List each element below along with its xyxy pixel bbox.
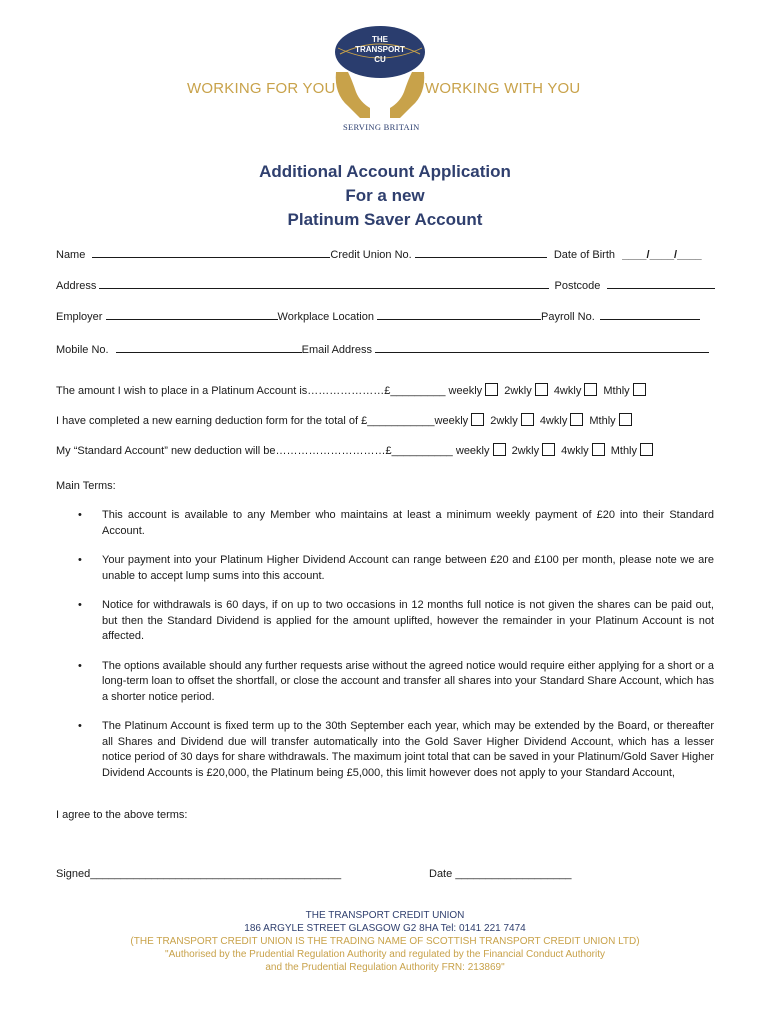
title-line-1: Additional Account Application xyxy=(259,162,511,181)
amount-row-text: My “Standard Account” new deduction will be…………………………£ xyxy=(56,445,392,457)
dob-field[interactable]: ____/____/____ xyxy=(622,249,702,261)
employer-label: Employer xyxy=(56,311,103,323)
form-title xyxy=(0,160,770,232)
mthly-label: Mthly xyxy=(589,415,616,427)
payroll-field[interactable] xyxy=(600,309,700,320)
amount-row-text: The amount I wish to place in a Platinum Account is…………………£ xyxy=(56,385,391,397)
cu-no-field[interactable] xyxy=(415,247,547,258)
title-line-3: Platinum Saver Account xyxy=(287,210,483,229)
name-field[interactable] xyxy=(92,247,330,258)
weekly-label: weekly xyxy=(434,415,469,427)
mthly-label: Mthly xyxy=(610,445,637,457)
4wkly-label: 4wkly xyxy=(553,385,582,397)
term-text: This account is available to any Member who maintains at least a minimum weekly payment of £20 into their Standard Account. xyxy=(102,509,714,537)
4wkly-label: 4wkly xyxy=(539,415,568,427)
footer-regulation-1: "Authorised by the Prudential Regulation Authority and regulated by the Financial Conduct Authority xyxy=(165,949,605,960)
row-address xyxy=(56,278,714,292)
4wkly-checkbox[interactable] xyxy=(592,443,605,456)
mobile-field[interactable] xyxy=(116,342,302,353)
date-label: Date xyxy=(429,868,453,880)
logo-serving-britain: SERVING BRITAIN xyxy=(343,122,420,132)
weekly-checkbox[interactable] xyxy=(493,443,506,456)
mthly-checkbox[interactable] xyxy=(640,443,653,456)
mthly-checkbox[interactable] xyxy=(619,413,632,426)
term-text: Your payment into your Platinum Higher Dividend Account can range between £20 and £100 per month, please note we are unable to accept lump sums into this account. xyxy=(102,554,714,582)
payroll-label: Payroll No. xyxy=(541,311,595,323)
tagline-right: WORKING WITH YOU xyxy=(425,80,581,97)
footer-org-name: THE TRANSPORT CREDIT UNION xyxy=(305,910,465,921)
workplace-field[interactable] xyxy=(377,309,541,320)
row-employer xyxy=(56,309,714,323)
signature-row xyxy=(56,868,341,880)
amount-field[interactable]: ___________ xyxy=(367,415,435,427)
2wkly-label: 2wkly xyxy=(511,445,540,457)
address-label: Address xyxy=(56,280,97,292)
term-text: The options available should any further requests arise without the agreed notice would require either applying for a short or a long-term loan to offset the shortfall, or close the account and transfer all shares into your Standard Share Account, which has a shorter notice period. xyxy=(102,659,714,703)
footer-regulation-2: and the Prudential Regulation Authority FRN: 213869" xyxy=(265,962,505,973)
term-text: Notice for withdrawals is 60 days, if on up to two occasions in 12 months full notice is not given the shares can be paid out, but then the Standard Dividend is applied for the amount uplifted, however the remainder in your Platinum Account is not affected. xyxy=(102,599,714,642)
employer-field[interactable] xyxy=(106,309,278,320)
email-field[interactable] xyxy=(375,342,709,353)
weekly-label: weekly xyxy=(455,445,490,457)
signature-field[interactable]: _________________________________________ xyxy=(90,868,342,880)
footer-trading-name: (THE TRANSPORT CREDIT UNION IS THE TRADING NAME OF SCOTTISH TRANSPORT CREDIT UNION LTD) xyxy=(130,936,640,947)
amount-field[interactable]: __________ xyxy=(391,445,453,457)
agree-statement: I agree to the above terms: xyxy=(56,809,188,821)
weekly-label: weekly xyxy=(448,385,483,397)
date-row xyxy=(429,868,572,880)
term-item xyxy=(56,508,714,539)
address-field[interactable] xyxy=(99,278,549,289)
footer-address: 186 ARGYLE STREET GLASGOW G2 8HA Tel: 0141 221 7474 xyxy=(244,923,526,934)
mobile-label: Mobile No. xyxy=(56,344,109,356)
mthly-label: Mthly xyxy=(603,385,630,397)
bullet-icon: • xyxy=(78,599,82,611)
term-text: The Platinum Account is fixed term up to the 30th September each year, which may be extended by the Board, or thereafter all Shares and Dividend due will transfer automatically into the Gold Saver Higher Dividend Account, which has a lesser notice period of 30 days for share withdrawals. The maximum joint total that can be saved in your Platinum/Gold Saver Higher Dividend Accounts is £20,000, the Platinum being £5,000, this limit however does not apply to your Standard Account, xyxy=(102,720,714,779)
terms-list xyxy=(56,508,714,795)
signed-label: Signed xyxy=(56,868,91,880)
logo-text-3: CU xyxy=(374,55,386,64)
term-item xyxy=(56,659,714,706)
date-field[interactable]: ___________________ xyxy=(455,868,572,880)
4wkly-checkbox[interactable] xyxy=(570,413,583,426)
2wkly-checkbox[interactable] xyxy=(521,413,534,426)
row-contact xyxy=(56,342,714,356)
credit-union-logo xyxy=(330,24,430,134)
postcode-field[interactable] xyxy=(607,278,715,289)
4wkly-label: 4wkly xyxy=(561,445,589,457)
amount-row-platinum xyxy=(56,383,714,397)
2wkly-label: 2wkly xyxy=(490,415,518,427)
amount-row-deduction xyxy=(56,413,714,427)
bullet-icon: • xyxy=(78,554,82,566)
left-hand-icon xyxy=(336,72,370,118)
letterhead xyxy=(0,0,770,150)
2wkly-checkbox[interactable] xyxy=(542,443,555,456)
term-item xyxy=(56,719,714,781)
row-name xyxy=(56,247,714,261)
bullet-icon: • xyxy=(78,509,82,521)
term-item xyxy=(56,598,714,645)
term-item xyxy=(56,553,714,584)
logo-text-2: TRANSPORT xyxy=(355,45,405,54)
weekly-checkbox[interactable] xyxy=(485,383,498,396)
amount-row-text: I have completed a new earning deduction form for the total of £ xyxy=(56,415,368,427)
workplace-label: Workplace Location xyxy=(277,311,374,323)
title-line-2: For a new xyxy=(345,186,425,205)
dob-label: Date of Birth xyxy=(553,249,615,261)
terms-heading: Main Terms: xyxy=(56,480,116,492)
email-label: Email Address xyxy=(301,344,372,356)
amount-field[interactable]: _________ xyxy=(390,385,446,397)
footer xyxy=(0,909,770,974)
mthly-checkbox[interactable] xyxy=(633,383,646,396)
tagline-left: WORKING FOR YOU xyxy=(187,80,336,97)
weekly-checkbox[interactable] xyxy=(471,413,484,426)
4wkly-checkbox[interactable] xyxy=(584,383,597,396)
postcode-label: Postcode xyxy=(554,280,601,292)
2wkly-checkbox[interactable] xyxy=(535,383,548,396)
right-hand-icon xyxy=(390,72,424,118)
amount-row-standard xyxy=(56,443,714,457)
name-label: Name xyxy=(56,249,86,261)
cu-no-label: Credit Union No. xyxy=(330,249,412,261)
2wkly-label: 2wkly xyxy=(504,385,532,397)
logo-text-1: THE xyxy=(372,35,388,44)
bullet-icon: • xyxy=(78,659,82,672)
bullet-icon: • xyxy=(78,720,82,732)
